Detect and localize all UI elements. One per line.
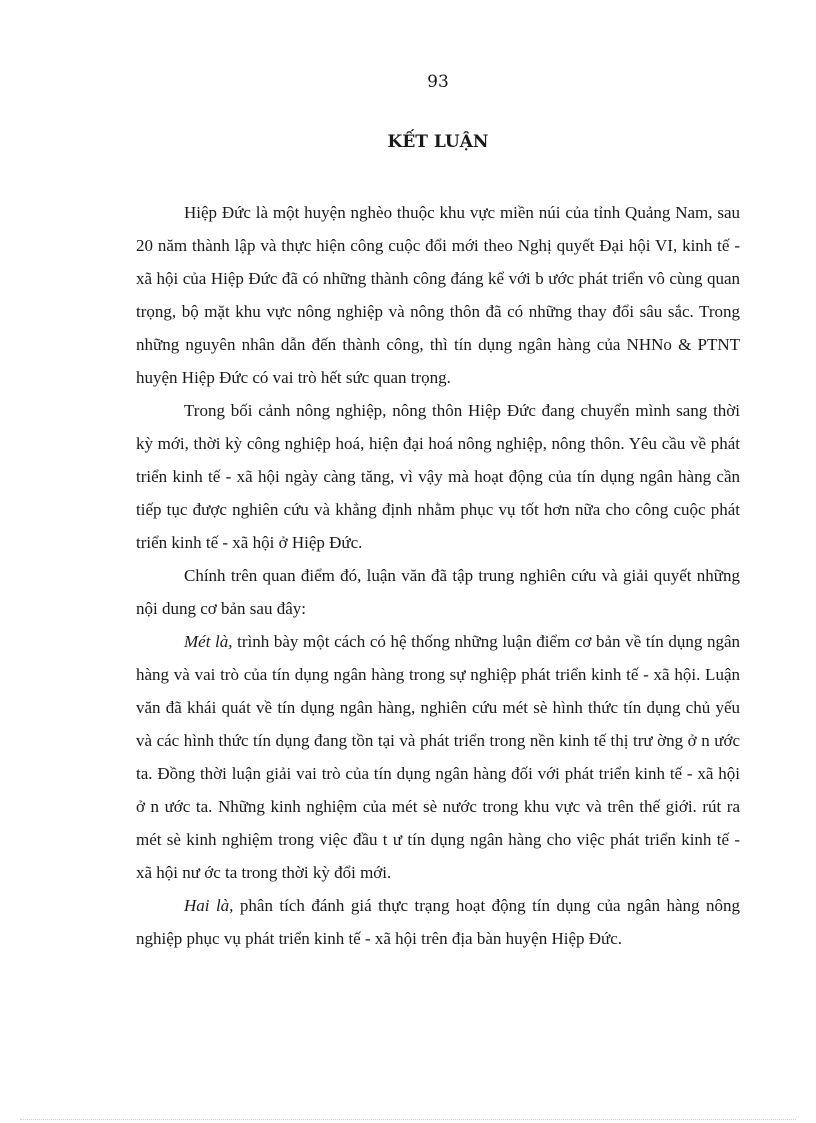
paragraph-text: Hiệp Đức là một huyện nghèo thuộc khu vực miền núi của tỉnh Quảng Nam, sau 20 năm thành lập và thực hiện công cuộc đổi mới theo Nghị quyết Đại hội VI, kinh tế - xã hội của Hiệp Đức đã có những thành công đáng kể với b ước phát triển vô cùng quan trọng, bộ mặt khu vực nông nghiệp và nông thôn đã có những thay đổi sâu sắc. Trong những nguyên nhân dẫn đến thành công, thì tín dụng ngân hàng của NHNo & PTNT huyện Hiệp Đức có vai trò hết sức quan trọng. [136, 203, 740, 387]
paragraph-text: Trong bối cảnh nông nghiệp, nông thôn Hiệp Đức đang chuyển mình sang thời kỳ mới, thời kỳ công nghiệp hoá, hiện đại hoá nông nghiệp, nông thôn. Yêu cầu về phát triển kinh tế - xã hội ngày càng tăng, vì vậy mà hoạt động của tín dụng ngân hàng cần tiếp tục được nghiên cứu và khẳng định nhằm phục vụ tốt hơn nữa cho công cuộc phát triển kinh tế - xã hội ở Hiệp Đức. [136, 401, 740, 552]
paragraph-intro [136, 196, 740, 394]
paragraph-context [136, 394, 740, 559]
paragraph-second-point [136, 889, 740, 955]
paragraph-text: trình bày một cách có hệ thống những luận điểm cơ bản về tín dụng ngân hàng và vai trò của tín dụng ngân hàng trong sự nghiệp phát triển kinh tế - xã hội. Luận văn đã khái quát về tín dụng ngân hàng, nghiên cứu mét sè hình thức tín dụng chủ yếu và các hình thức tín dụng đang tồn tại và phát triển trong nền kinh tế thị trư ờng ở n ước ta. Đồng thời luận giải vai trò của tín dụng ngân hàng đối với phát triển kinh tế - xã hội ở n ước ta. Những kinh nghiệm của mét sè nước trong khu vực và trên thế giới. rút ra mét sè kinh nghiệm trong việc đầu t ư tín dụng ngân hàng cho việc phát triển kinh tế - xã hội nư ớc ta trong thời kỳ đổi mới. [136, 632, 740, 882]
paragraph-text: phân tích đánh giá thực trạng hoạt động tín dụng của ngân hàng nông nghiệp phục vụ phát triển kinh tế - xã hội trên địa bàn huyện Hiệp Đức. [136, 896, 740, 948]
paragraph-focus [136, 559, 740, 625]
page-title: KẾT LUẬN [387, 132, 489, 152]
paragraph-text: Chính trên quan điểm đó, luận văn đã tập trung nghiên cứu và giải quyết những nội dung cơ bản sau đây: [136, 566, 740, 618]
page-number: 93 [427, 72, 449, 92]
paragraph-lead: Hai là, [184, 896, 234, 915]
paragraph-first-point [136, 625, 740, 889]
paragraph-lead: Mét là, [184, 632, 233, 651]
document-body [136, 196, 740, 955]
footer-divider [20, 1119, 796, 1120]
